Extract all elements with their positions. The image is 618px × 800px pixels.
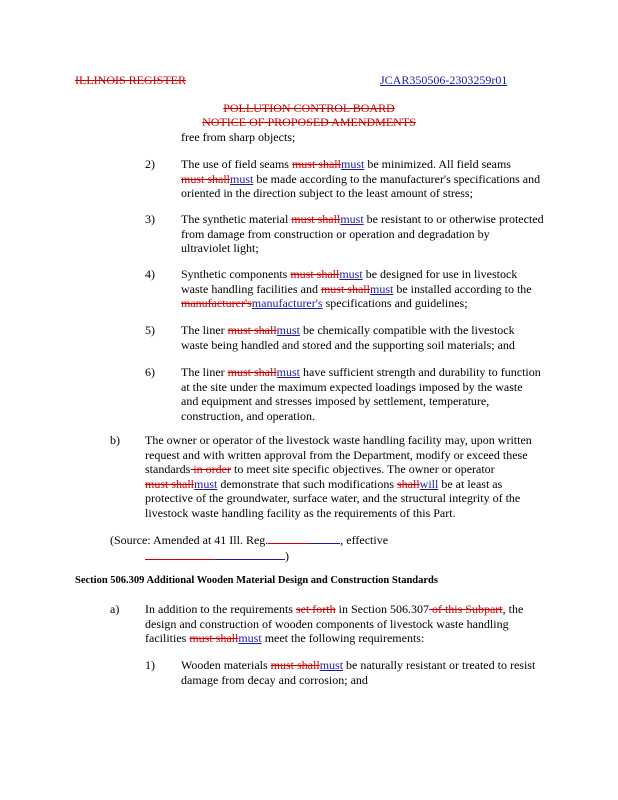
text: be made according to the manufacturer's specifications and xyxy=(253,171,541,186)
deleted-text: must shall xyxy=(320,281,370,296)
section-item-1-text xyxy=(181,658,535,687)
text: Synthetic components xyxy=(181,267,291,281)
paragraph-b-text xyxy=(145,433,532,521)
blank-line xyxy=(310,532,340,544)
item-6-text xyxy=(181,365,541,423)
text: waste being handled and stored and the supporting soil materials; and xyxy=(181,337,515,352)
text: Wooden materials xyxy=(181,658,271,672)
deleted-text: must shall xyxy=(291,212,341,226)
text: The owner or operator of the livestock waste handling facility may, upon written xyxy=(145,433,532,447)
deleted-text: must shall xyxy=(270,658,320,672)
text: The synthetic material xyxy=(181,212,292,226)
inserted-text: must xyxy=(369,281,394,296)
text: The liner xyxy=(181,323,228,337)
text: damage from decay and corrosion; and xyxy=(181,672,368,687)
deleted-text: shall xyxy=(396,476,420,491)
text: protective of the groundwater, surface water, and the structural integrity of the xyxy=(145,491,521,506)
deleted-text: must shall xyxy=(291,157,341,171)
board-title: POLLUTION CONTROL BOARD xyxy=(223,101,395,115)
inserted-text: must xyxy=(238,631,262,646)
notice-title: NOTICE OF PROPOSED AMENDMENTS xyxy=(202,115,416,129)
deleted-text: must shall xyxy=(227,365,277,379)
text: to meet site specific objectives. The owner or operator xyxy=(230,462,495,477)
text: ultraviolet light; xyxy=(181,241,259,256)
inserted-text: must xyxy=(340,212,364,226)
text: oriented in the direction subject to the least amount of stress; xyxy=(181,186,473,201)
text: , effective xyxy=(340,533,389,547)
deleted-text: of this Subpart xyxy=(428,602,503,616)
blank-line xyxy=(215,548,285,560)
text: at the site under the maximum expected loadings imposed by the waste xyxy=(181,379,523,394)
text: In addition to the requirements xyxy=(145,602,296,616)
paragraph-label: a) xyxy=(110,602,120,616)
text: be naturally resistant or treated to resist xyxy=(343,658,536,672)
inserted-text: must xyxy=(230,171,254,186)
text: in Section 506.307 xyxy=(335,602,429,616)
text: (Source: Amended at 41 Ill. Reg. xyxy=(110,533,269,547)
blank-line xyxy=(268,532,310,544)
text: design and construction of wooden components of livestock waste handling xyxy=(145,616,509,631)
item-number: 4) xyxy=(145,267,155,281)
text: , the xyxy=(502,602,524,616)
text: be designed for use in livestock xyxy=(362,267,518,281)
text: be chemically compatible with the livestock xyxy=(300,323,515,337)
section-a-text xyxy=(145,602,523,646)
inserted-text: must xyxy=(194,476,218,491)
text: The liner xyxy=(181,365,228,379)
deleted-text: set forth xyxy=(295,602,336,616)
item-number: 2) xyxy=(145,157,155,171)
text: specifications and guidelines; xyxy=(322,296,468,311)
jcar-code: JCAR350506-2303259r01 xyxy=(380,73,508,87)
text: request and with written approval from the Department, modify or exceed these xyxy=(145,447,528,462)
text: demonstrate that such modifications xyxy=(217,476,397,491)
blank-line xyxy=(145,548,215,560)
inserted-text: will xyxy=(419,476,439,491)
text: be resistant to or otherwise protected xyxy=(363,212,544,226)
text: livestock waste handling facility as the requirements of this Part. xyxy=(145,505,456,520)
text: ) xyxy=(285,548,289,563)
paragraph-label: b) xyxy=(110,433,120,447)
text: construction, and operation. xyxy=(181,408,315,423)
deleted-text: manufacturer's xyxy=(181,296,252,311)
inserted-text: must xyxy=(340,157,365,171)
text: meet the following requirements: xyxy=(261,631,425,646)
text: facilities xyxy=(145,631,190,646)
item-number: 6) xyxy=(145,365,155,379)
text: and equipment and stresses imposed by settlement, temperature, xyxy=(181,394,490,409)
text: waste handling facilities and xyxy=(181,281,321,296)
text: be minimized. All field seams xyxy=(364,157,511,171)
item-number: 1) xyxy=(145,658,155,672)
text: be at least as xyxy=(438,476,503,491)
item-2-text xyxy=(181,157,540,201)
text: from damage from construction or operation and degradation by xyxy=(181,226,490,241)
inserted-text: must xyxy=(276,323,301,337)
item-4-text xyxy=(181,267,532,311)
deleted-text: must shall xyxy=(181,171,231,186)
item-number: 5) xyxy=(145,323,155,337)
continuation-text: free from sharp objects; xyxy=(181,130,296,144)
deleted-text: must shall xyxy=(227,323,277,337)
text: have sufficient strength and durability to function xyxy=(300,365,541,379)
text: be installed according to the xyxy=(393,281,532,296)
text: The use of field seams xyxy=(181,157,292,171)
item-3-text xyxy=(181,212,544,256)
deleted-text: in order xyxy=(190,462,231,477)
deleted-text: must shall xyxy=(189,631,239,646)
inserted-text: must xyxy=(276,365,301,379)
section-heading: Section 506.309 Additional Wooden Material Design and Construction Standards xyxy=(75,575,438,586)
deleted-text: must shall xyxy=(290,267,340,281)
deleted-text: must shall xyxy=(145,476,195,491)
inserted-text: manufacturer's xyxy=(251,296,323,311)
register-header-deleted: ILLINOIS REGISTER xyxy=(75,73,186,87)
item-5-text xyxy=(181,323,515,352)
text: standards xyxy=(145,462,191,477)
inserted-text: must xyxy=(339,267,363,281)
item-number: 3) xyxy=(145,212,155,226)
source-note xyxy=(110,532,388,563)
inserted-text: must xyxy=(319,658,344,672)
